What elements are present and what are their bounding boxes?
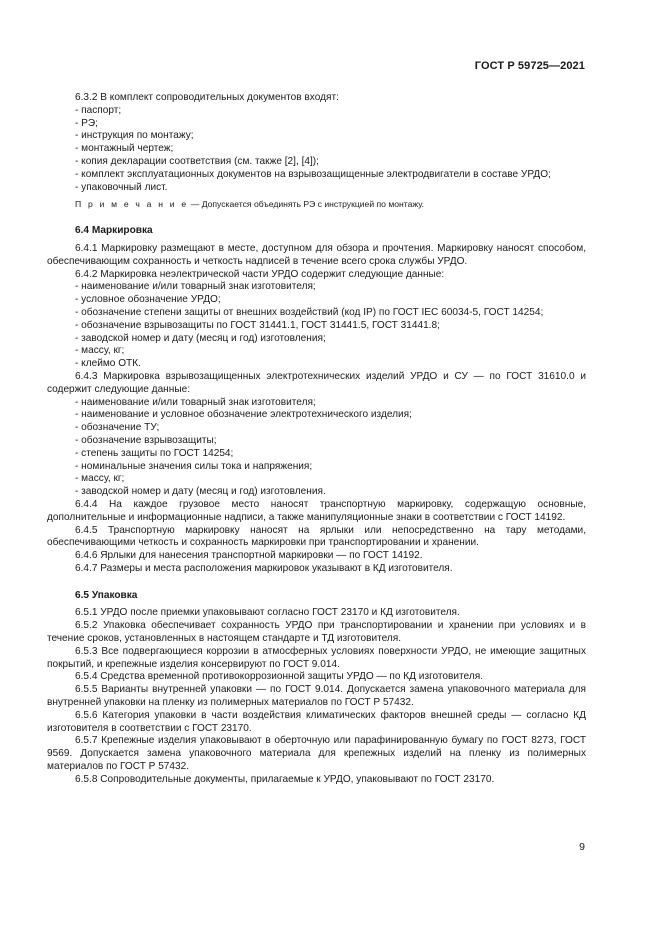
paragraph: - паспорт; <box>75 104 122 116</box>
paragraph: - копия декларации соответствия (см. также [2], [4]); <box>75 155 319 167</box>
document-header: ГОСТ Р 59725—2021 <box>474 60 585 72</box>
paragraph: 6.4.1 Маркировку размещают в месте, доступном для обзора и прочтения. Маркировку наносят способом, обеспечивающим сохранность и четкость надписей в течение всего срока службы УРДО. <box>47 242 586 267</box>
paragraph: 6.5.3 Все подвергающиеся коррозии в атмосферных условиях поверхности УРДО, не имеющие защитных покрытий, и крепежные изделия консервируют по ГОСТ 9.014. <box>47 645 586 670</box>
paragraph: 6.5.5 Варианты внутренней упаковки — по ГОСТ 9.014. Допускается замена упаковочного материала для внутренней упаковки на пленку из полимерных материалов по ГОСТ Р 57432. <box>47 684 586 709</box>
paragraph: 6.4.2 Маркировка неэлектрической части УРДО содержит следующие данные: <box>75 268 445 280</box>
paragraph: - массу, кг; <box>75 345 125 357</box>
paragraph: - условное обозначение УРДО; <box>75 294 221 306</box>
note-label: П р и м е ч а н и е <box>75 199 189 210</box>
paragraph: - обозначение взрывозащиты по ГОСТ 31441.1, ГОСТ 31441.5, ГОСТ 31441.8; <box>75 319 440 331</box>
document-body <box>47 92 586 787</box>
paragraph: - инструкция по монтажу; <box>75 130 194 142</box>
paragraph: - клеймо ОТК. <box>75 358 141 370</box>
paragraph: 6.5.8 Сопроводительные документы, прилагаемые к УРДО, упаковывают по ГОСТ 23170. <box>75 773 495 785</box>
page-number: 9 <box>579 841 585 853</box>
paragraph: - массу, кг; <box>75 473 125 485</box>
paragraph: 6.5.4 Средства временной противокоррозионной защиты УРДО — по КД изготовителя. <box>75 671 483 683</box>
paragraph: - заводской номер и дату (месяц и год) изготовления; <box>75 332 326 344</box>
paragraph: - степень защиты по ГОСТ 14254; <box>75 447 234 459</box>
paragraph: - РЭ; <box>75 117 98 129</box>
paragraph: - комплект эксплуатационных документов на взрывозащищенные электродвигатели в составе УРДО; <box>75 168 551 180</box>
paragraph: 6.5.6 Категория упаковки в части воздействия климатических факторов внешней среды — согласно КД изготовителя в соответствии с ГОСТ 23170. <box>47 709 586 734</box>
section-heading: 6.4 Маркировка <box>75 225 153 237</box>
paragraph: - обозначение ТУ; <box>75 422 160 434</box>
paragraph: 6.4.4 На каждое грузовое место наносят транспортную маркировку, содержащую основные, дополнительные и информационные надписи, а также манипуляционные знаки в соответствии с ГОСТ 14192. <box>47 498 586 523</box>
paragraph: - наименование и условное обозначение электротехнического изделия; <box>75 409 412 421</box>
paragraph: 6.4.5 Транспортную маркировку наносят на ярлыки или непосредственно на тару методами, обеспечивающими четкость и сохранность маркировки при транспортировании и хранении. <box>47 524 586 549</box>
paragraph: - номинальные значения силы тока и напряжения; <box>75 460 313 472</box>
paragraph: - наименование и/или товарный знак изготовителя; <box>75 281 316 293</box>
paragraph: 6.5.7 Крепежные изделия упаковывают в оберточную или парафинированную бумагу по ГОСТ 8273, ГОСТ 9569. Допускается замена упаковочного материала для крепежных изделий на пленку из полимерных материалов по ГОСТ Р 57432. <box>47 735 586 773</box>
section-heading: 6.5 Упаковка <box>75 589 138 601</box>
paragraph: - монтажный чертеж; <box>75 143 174 155</box>
paragraph: 6.4.6 Ярлыки для нанесения транспортной маркировки — по ГОСТ 14192. <box>75 550 423 562</box>
paragraph: 6.3.2 В комплект сопроводительных документов входят: <box>75 92 339 103</box>
paragraph: - заводской номер и дату (месяц и год) изготовления. <box>75 486 326 498</box>
paragraph: 6.5.2 Упаковка обеспечивает сохранность УРДО при транспортировании и хранении при условиях и в течение сроков, установленных в настоящем стандарте и ТД изготовителя. <box>47 620 586 645</box>
note <box>47 198 586 211</box>
paragraph: - упаковочный лист. <box>75 181 168 193</box>
paragraph: - обозначение взрывозащиты; <box>75 434 217 446</box>
note-text: — Допускается объединять РЭ с инструкцией по монтажу. <box>188 199 425 210</box>
paragraph: 6.4.7 Размеры и места расположения маркировок указывают в КД изготовителя. <box>75 562 453 574</box>
paragraph: 6.4.3 Маркировка взрывозащищенных электротехнических изделий УРДО и СУ — по ГОСТ 31610.0 и содержит следующие данные: <box>47 370 586 395</box>
paragraph: - обозначение степени защиты от внешних воздействий (код IP) по ГОСТ IEC 60034-5, ГОСТ 14254; <box>75 306 544 318</box>
paragraph: - наименование и/или товарный знак изготовителя; <box>75 396 316 408</box>
paragraph: 6.5.1 УРДО после приемки упаковывают согласно ГОСТ 23170 и КД изготовителя. <box>75 607 460 619</box>
